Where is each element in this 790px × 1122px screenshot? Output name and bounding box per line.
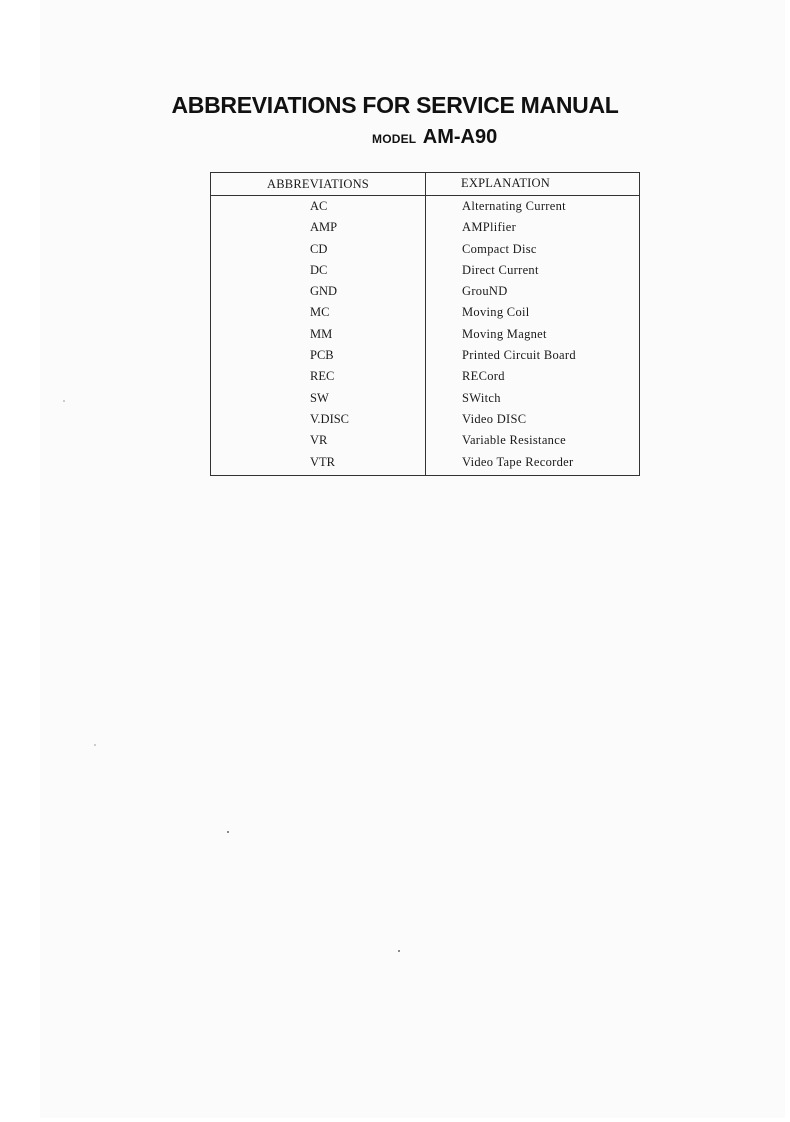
explanation-cell: Moving Coil bbox=[462, 305, 530, 320]
abbreviation-cell: AC bbox=[310, 199, 328, 213]
abbreviation-cell: GND bbox=[310, 284, 338, 299]
model-name: AM-A90 bbox=[422, 126, 498, 148]
table-row bbox=[211, 197, 639, 218]
explanation-cell: AMPlifier bbox=[462, 220, 517, 235]
explanation-cell: SWitch bbox=[462, 390, 501, 405]
explanation-cell: Direct Current bbox=[462, 262, 539, 277]
table-body bbox=[211, 197, 639, 474]
table-row bbox=[211, 282, 639, 303]
header-divider bbox=[211, 195, 639, 196]
header-abbreviations: ABBREVIATIONS bbox=[267, 177, 369, 191]
abbreviation-cell: CD bbox=[310, 241, 328, 256]
explanation-cell: Alternating Current bbox=[462, 199, 566, 213]
table-row bbox=[211, 367, 639, 388]
model-line bbox=[372, 126, 497, 149]
abbreviation-cell: SW bbox=[310, 390, 329, 405]
abbreviation-cell: PCB bbox=[310, 348, 334, 363]
table-row bbox=[211, 389, 639, 410]
scan-speck bbox=[398, 950, 400, 952]
table-row bbox=[211, 218, 639, 239]
abbreviation-cell: AMP bbox=[310, 220, 338, 235]
explanation-cell: Video DISC bbox=[462, 411, 527, 426]
scan-speck bbox=[227, 831, 229, 833]
explanation-cell: Variable Resistance bbox=[462, 433, 566, 448]
table-row bbox=[211, 261, 639, 282]
abbreviation-cell: DC bbox=[310, 262, 328, 277]
abbreviation-cell: MC bbox=[310, 305, 330, 320]
explanation-cell: Compact Disc bbox=[462, 241, 537, 256]
scanned-page bbox=[40, 0, 785, 1118]
scan-speck bbox=[94, 744, 96, 746]
abbreviation-cell: REC bbox=[310, 369, 335, 384]
page-title: ABBREVIATIONS FOR SERVICE MANUAL bbox=[171, 92, 619, 118]
explanation-cell: Video Tape Recorder bbox=[462, 454, 574, 469]
scan-speck bbox=[63, 400, 65, 402]
abbreviation-cell: VR bbox=[310, 433, 328, 448]
abbreviation-cell: VTR bbox=[310, 454, 335, 469]
explanation-cell: Moving Magnet bbox=[462, 326, 547, 341]
explanation-cell: RECord bbox=[462, 369, 505, 384]
abbreviations-table bbox=[210, 172, 640, 476]
abbreviation-cell: MM bbox=[310, 326, 333, 341]
table-row bbox=[211, 410, 639, 431]
model-prefix: MODEL bbox=[372, 132, 417, 146]
table-row bbox=[211, 431, 639, 452]
table-row bbox=[211, 240, 639, 261]
explanation-cell: Printed Circuit Board bbox=[462, 348, 576, 363]
table-row bbox=[211, 325, 639, 346]
table-row bbox=[211, 303, 639, 324]
explanation-cell: GrouND bbox=[462, 284, 508, 299]
table-row bbox=[211, 453, 639, 474]
header-explanation: EXPLANATION bbox=[461, 176, 550, 190]
abbreviation-cell: V.DISC bbox=[310, 411, 350, 426]
table-row bbox=[211, 346, 639, 367]
